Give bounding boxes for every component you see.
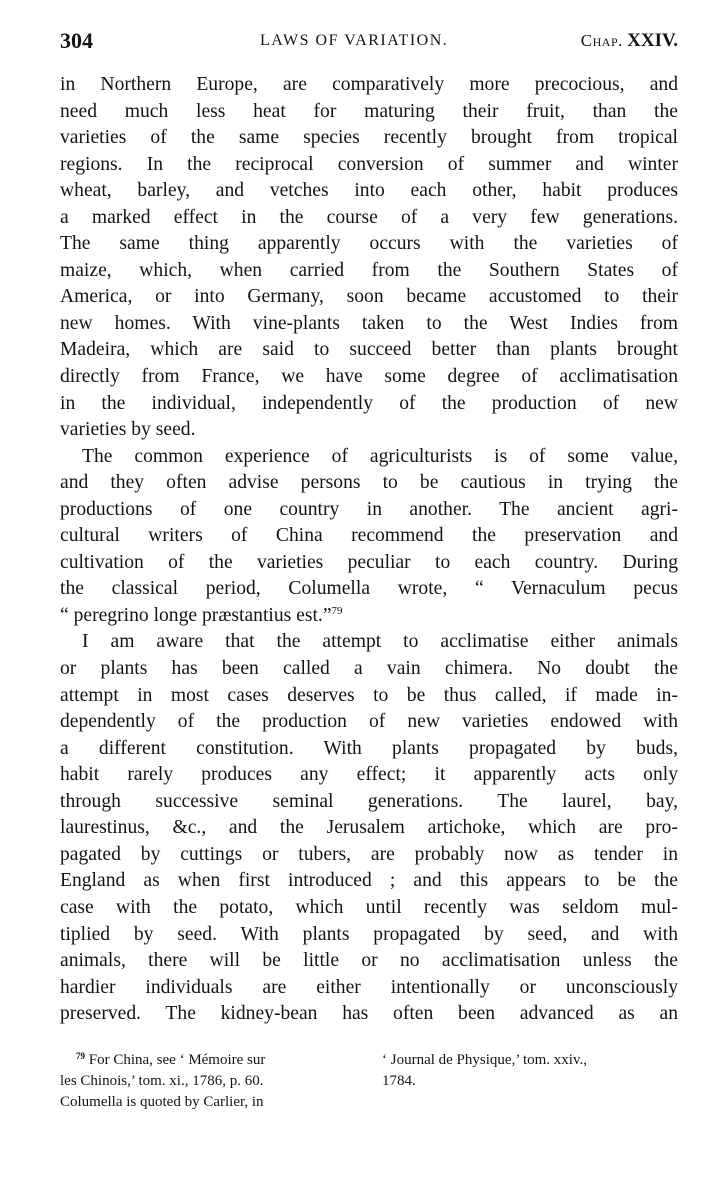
text-line: directly from France, we have some degree of acclimatisation [60,366,678,388]
footnote-line [60,1050,360,1071]
text-line: the classical period, Columella wrote, “ Vernaculum pecus [60,578,678,600]
chapter-label [581,30,678,52]
footnote-line: ‘ Journal de Physique,’ tom. xxiv., [382,1052,587,1068]
text-line: hardier individuals are either intentionally or unconsciously [60,976,678,998]
text-line: and they often advise persons to be cautious in trying the [60,472,678,494]
text-line: laurestinus, &c., and the Jerusalem artichoke, which are pro- [60,817,678,839]
text-line: pagated by cuttings or tubers, are probably now as tender in [60,843,678,865]
text-line: I am aware that the attempt to acclimatise either animals [82,631,678,653]
footnote-reference: 79 [331,604,343,617]
text-line: habit rarely produces any effect; it apparently acts only [60,764,678,786]
text-line: dependently of the production of new varieties endowed with [60,711,678,733]
text-line: wheat, barley, and vetches into each other, habit produces [60,180,678,202]
page-number: 304 [60,28,93,53]
text-line: a different constitution. With plants propagated by buds, [60,737,678,759]
text-line: new homes. With vine-plants taken to the West Indies from [60,312,678,334]
chapter-number: XXIV. [627,30,678,51]
running-title: LAWS OF VARIATION. [260,32,449,49]
text-line: varieties by seed. [60,419,196,441]
footnote-left-column [60,1050,360,1113]
chapter-word: Chap. [580,31,623,50]
text-line: preserved. The kidney-bean has often been advanced as an [60,1003,678,1025]
text-line: case with the potato, which until recently was seldom mul- [60,896,678,918]
text-line: regions. In the reciprocal conversion of summer and winter [60,153,678,175]
text-line: England as when first introduced ; and this appears to be the [60,870,678,892]
text-line: The same thing apparently occurs with the varieties of [60,233,678,255]
text-line: tiplied by seed. With plants propagated by seed, and with [60,923,678,945]
footnote-marker: 79 [76,1051,85,1061]
text-line: need much less heat for maturing their fruit, than the [60,100,678,122]
page-header [60,28,678,54]
footnote-right-column [382,1050,680,1092]
text-line: cultural writers of China recommend the preservation and [60,525,678,547]
text-line: Madeira, which are said to succeed better than plants brought [60,339,678,361]
text-line: or plants has been called a vain chimera. No doubt the [60,658,678,680]
text-line: The common experience of agriculturists is of some value, [82,445,678,467]
text-line: in Northern Europe, are comparatively more precocious, and [60,74,678,95]
footnote-line: 1784. [382,1073,416,1089]
text-line: through successive seminal generations. The laurel, bay, [60,790,678,812]
text-line: cultivation of the varieties peculiar to each country. During [60,551,678,573]
text-line: maize, which, when carried from the Southern States of [60,259,678,281]
text-line-with-footnote-ref [60,603,678,630]
text-line: in the individual, independently of the production of new [60,392,678,414]
footnote-line-text: For China, see ‘ Mémoire sur [88,1052,266,1068]
text-line: animals, there will be little or no acclimatisation unless the [60,950,678,972]
text-line: a marked effect in the course of a very few generations. [60,206,678,228]
body-text [60,72,678,1028]
text-line: attempt in most cases deserves to be thus called, if made in- [60,684,678,706]
text-line-content: “ peregrino longe præstantius est.” [60,604,332,626]
text-line: America, or into Germany, soon became accustomed to their [60,286,678,308]
text-line: productions of one country in another. The ancient agri- [60,498,678,520]
text-line: varieties of the same species recently brought from tropical [60,127,678,149]
footnote-line: les Chinois,’ tom. xi., 1786, p. 60. [60,1073,264,1089]
footnote-line: Columella is quoted by Carlier, in [60,1094,264,1110]
